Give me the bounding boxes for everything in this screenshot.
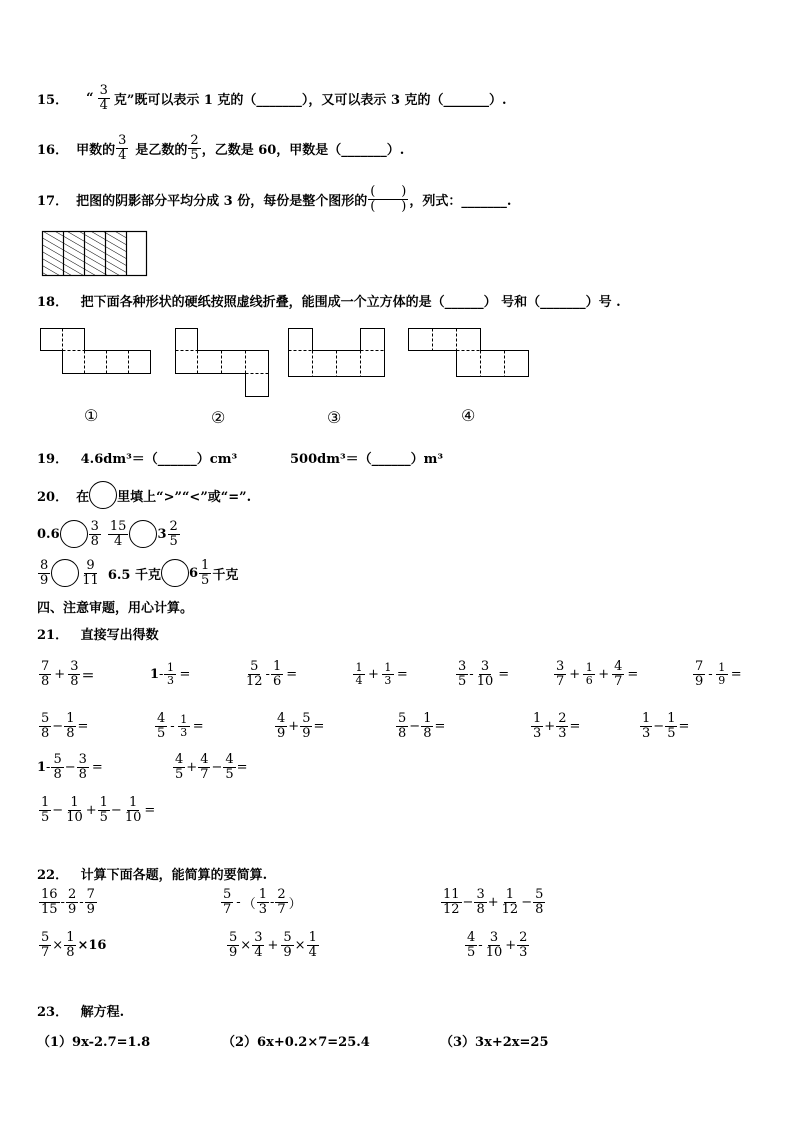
question-number: 21． <box>37 628 69 643</box>
question-text: 直接写出得数 <box>80 628 159 643</box>
question-20 <box>37 481 251 509</box>
value: 0.6 <box>37 526 60 542</box>
calc-item: $\frac{16}{15}$ - $\frac{2}{9}$ - $\frac{7}{9}$ <box>41 887 95 917</box>
question-21 <box>37 624 159 643</box>
question-15 <box>37 84 507 112</box>
calc-item: $\frac{5}{7}$ × $\frac{1}{8}$ ×16 <box>41 930 107 960</box>
compare-circle[interactable] <box>161 559 189 587</box>
fraction: $\frac{2}{5}$ <box>190 133 199 163</box>
calc-item: $\frac{5}{7}$ - （ $\frac{1}{3}$ - $\frac{2}{7}$ ） <box>223 887 302 917</box>
calc-item: $\frac{7}{9}$ - $\frac{1}{9}$ = <box>695 659 742 689</box>
question-19 <box>37 448 237 467</box>
compare-circle[interactable] <box>129 520 157 548</box>
calc-item: $\frac{1}{3}$ + $\frac{2}{3}$ = <box>533 711 581 741</box>
question-19-part-b: 500dm³＝（______）m³ <box>290 452 444 467</box>
fraction: $\frac{3}{8}$ <box>90 519 99 549</box>
question-number: 22． <box>37 868 69 883</box>
question-text: 甲数的 <box>76 142 116 158</box>
compare-circle-sample <box>89 481 117 509</box>
equation-2: （2）6x+0.2×7=25.4 <box>222 1035 370 1050</box>
question-number: 15． <box>37 92 69 108</box>
calc-item: $\frac{7}{8}$ + $\frac{3}{8}$ ＝ <box>41 659 95 689</box>
fraction: $\frac{3}{4}$ <box>118 133 127 163</box>
equation-1: （1）9x-2.7=1.8 <box>37 1035 151 1050</box>
compare-circle[interactable] <box>51 559 79 587</box>
cube-net-2 <box>175 328 271 398</box>
question-number: 18． <box>37 295 69 310</box>
calc-item: 1 - $\frac{1}{3}$ = <box>150 661 191 687</box>
question-text: 把下面各种形状的硬纸按照虚线折叠，能围成一个立方体的是（______） 号和（_______）号 . <box>80 295 621 310</box>
fraction: $\frac{9}{11}$ <box>82 558 99 588</box>
question-text: 在 <box>76 489 90 505</box>
shaded-rectangle-figure <box>42 231 148 276</box>
equation-3: （3）3x+2x=25 <box>440 1035 549 1050</box>
calc-item: $\frac{4}{5}$ - $\frac{1}{3}$ = <box>157 711 204 741</box>
whole-part: 3 <box>157 526 167 542</box>
value: 6.5 千克 <box>107 567 161 583</box>
question-number: 19． <box>37 452 69 467</box>
question-22 <box>37 864 267 883</box>
whole-part: 6 <box>188 565 199 581</box>
fraction: $\frac{2}{5}$ <box>169 519 178 549</box>
calc-item: $\frac{4}{9}$ + $\frac{5}{9}$ = <box>277 711 325 741</box>
fraction-blank: $\frac{( )}{( )}$ <box>370 184 407 214</box>
calc-item: $\frac{3}{5}$ - $\frac{3}{10}$ = <box>458 659 510 689</box>
question-text: 克”既可以表示 1 克的（_______），又可以表示 3 克的（_______）. <box>113 92 507 108</box>
unit: 千克 <box>212 567 239 583</box>
compare-row-2 <box>37 559 238 587</box>
compare-circle[interactable] <box>60 520 88 548</box>
question-number: 17． <box>37 193 69 209</box>
cube-net-1 <box>40 328 152 376</box>
question-text: 是乙数的 <box>135 142 188 158</box>
calc-item: $\frac{11}{12}$ − $\frac{3}{8}$ + $\frac{1}{12}$ − $\frac{5}{8}$ <box>443 887 544 917</box>
question-23 <box>37 1001 124 1020</box>
question-17 <box>37 185 511 213</box>
question-text: 计算下面各题，能简算的要简算. <box>80 868 268 883</box>
calc-item: $\frac{5}{12}$ - $\frac{1}{6}$ = <box>246 659 298 689</box>
net-label-4: ④ <box>461 406 476 425</box>
quote-mark: “ <box>86 90 94 106</box>
fraction: $\frac{3}{4}$ <box>99 83 108 113</box>
calc-item: $\frac{3}{7}$ + $\frac{1}{6}$ + $\frac{4}{7}$ = <box>556 659 639 689</box>
calc-item: $\frac{1}{5}$ − $\frac{1}{10}$ + $\frac{1}{5}$ − $\frac{1}{10}$ = <box>41 795 156 825</box>
calc-item: $\frac{5}{8}$ − $\frac{1}{8}$ = <box>41 711 89 741</box>
question-number: 16． <box>37 142 69 158</box>
cube-net-4 <box>408 328 530 378</box>
question-18 <box>37 291 621 310</box>
question-text: ，乙数是 60，甲数是（_______）. <box>201 142 405 158</box>
fraction: $\frac{1}{5}$ <box>201 558 210 588</box>
calc-item: $\frac{4}{5}$ - $\frac{3}{10}$ + $\frac{2}{3}$ <box>467 930 528 960</box>
cube-net-3 <box>288 328 386 378</box>
question-text: ，列式：_______. <box>409 193 512 209</box>
question-text: 把图的阴影部分平均分成 3 份，每份是整个图形的 <box>76 193 368 209</box>
calc-item: $\frac{5}{9}$ × $\frac{3}{4}$ + $\frac{5}{9}$ × $\frac{1}{4}$ <box>229 930 317 960</box>
net-label-1: ① <box>84 406 99 425</box>
question-text: 解方程. <box>80 1005 125 1020</box>
net-label-3: ③ <box>327 408 342 427</box>
calc-item: $\frac{5}{8}$ − $\frac{1}{8}$ = <box>398 711 446 741</box>
question-16 <box>37 134 404 162</box>
fraction: $\frac{8}{9}$ <box>40 558 49 588</box>
calc-item: $\frac{4}{5}$ + $\frac{4}{7}$ − $\frac{4}{5}$ = <box>175 752 248 782</box>
net-label-2: ② <box>211 408 226 427</box>
section-heading: 四、注意审题，用心计算。 <box>37 601 194 616</box>
calc-item: $\frac{1}{4}$ + $\frac{1}{3}$ = <box>352 662 410 686</box>
question-text: 4.6dm³＝（______）cm³ <box>80 452 238 467</box>
question-number: 20． <box>37 489 69 505</box>
question-text: 里填上“>”“<”或“=”. <box>117 489 252 505</box>
calc-item: 1 - $\frac{5}{8}$ − $\frac{3}{8}$ = <box>37 752 103 782</box>
calc-item: $\frac{1}{3}$ − $\frac{1}{5}$ = <box>642 711 690 741</box>
fraction: $\frac{15}{4}$ <box>109 519 127 549</box>
question-number: 23． <box>37 1005 69 1020</box>
compare-row-1 <box>37 520 181 548</box>
